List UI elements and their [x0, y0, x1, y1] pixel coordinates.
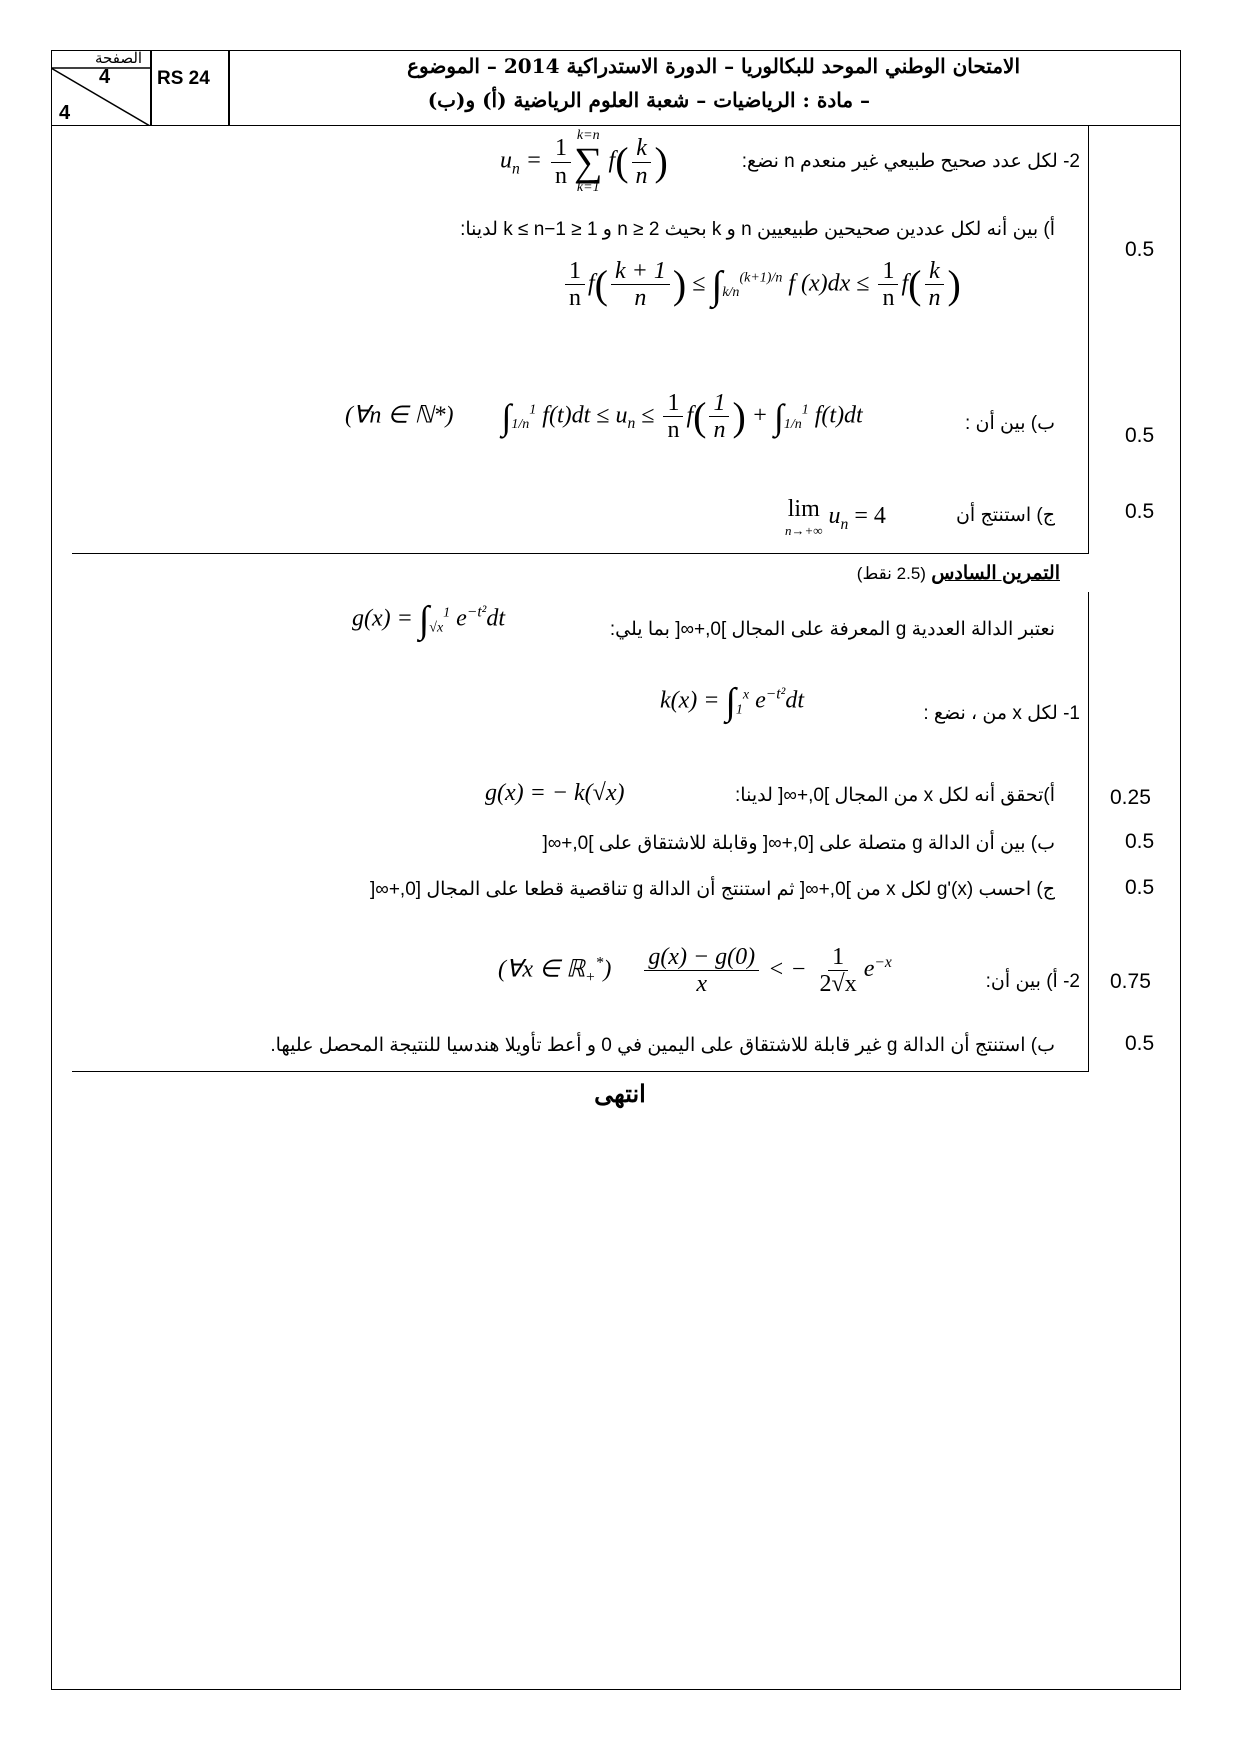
un-bounds-formula: (∀n ∈ ℕ*) $\int_{1/n}^1$ $f(t)dt \le u_n$ ≤ $\frac{1}{n}$ f( $\frac{1}{n}$ ) + $\int_{1/n}^1$ f(t)dt	[345, 390, 863, 444]
ex6-q1c-points: 0.5	[1125, 876, 1155, 899]
end-text: انتهى	[594, 1081, 646, 1108]
ex6-q2b-points: 0.5	[1125, 1032, 1155, 1055]
ex6-q2a-points: 0.75	[1110, 970, 1151, 993]
ex6-title-line	[857, 562, 1060, 585]
page-label: الصفحة	[95, 50, 143, 67]
ex5-q2b-points: 0.5	[1125, 424, 1155, 447]
ex6-title: التمرين السادس	[931, 563, 1060, 584]
ex5-q2b-text: ب) بين أن :	[964, 413, 1055, 434]
ex6-intro: نعتبر الدالة العددية g المعرفة على المجال ]0,+∞[ بما يلي:	[609, 619, 1055, 640]
ex5-q2c-text: ج) استنتج أن	[955, 505, 1055, 526]
ex6-q1-intro: 1- لكل x من ، نضع :	[923, 703, 1080, 724]
header-divider-1	[150, 50, 152, 126]
ex5-q2a-text: أ) بين أنه لكل عددين صحيحين طبيعيين n و k بحيث n ≥ 2 و 1 ≤ k ≤ n−1 لدينا:	[460, 219, 1055, 240]
ex6-q2a-text: 2- أ) بين أن:	[985, 971, 1080, 992]
ex5-q2c-points: 0.5	[1125, 500, 1155, 523]
g-k-relation-formula: g(x) = − k(√x)	[485, 780, 625, 806]
ex6-q1c-text: ج) احسب g'(x) لكل x من ]0,+∞[ ثم استنتج أن الدالة g تناقصية قطعا على المجال [0,+∞[	[370, 879, 1055, 900]
integral-inequality-formula: $\frac{1}{n}$ f( $\frac{k + 1}{n}$ ) ≤ $\int_{k/n}^{(k+1)/n}$ f (x)dx ≤ $\frac{1}{n}$ f( $\frac{k}{n}$ )	[562, 258, 961, 312]
g-definition-formula: $g(x) = \int_{√x}^1$ $e^{-t^2}dt$	[352, 599, 506, 641]
ex6-q1a-text: أ)تحقق أنه لكل x من المجال ]0,+∞[ لدينا:	[735, 785, 1055, 806]
ex6-q1b-text: ب) بين أن الدالة g متصلة على [0,+∞[ وقابلة للاشتقاق على ]0,+∞[	[542, 833, 1055, 854]
limit-formula: lim n→+∞ $u_n = 4$	[785, 496, 886, 538]
g-rate-inequality-formula: (∀x ∈ ℝ$_+$*) $\frac{g(x) - g(0)}{x}$ < − $\frac{1}{2√x}$ $e^{-x}$	[498, 944, 892, 998]
header-title-line2: – مادة : الرياضيات – شعبة العلوم الرياضية (أ) و(ب)	[427, 88, 870, 112]
header-title-line1: الامتحان الوطني الموحد للبكالوريا – الدورة الاستدراكية 2014 – الموضوع	[407, 54, 1020, 78]
k-definition-formula: $k(x) = \int_1^x$ $e^{-t^2}dt$	[660, 681, 804, 723]
page-total: 4	[59, 102, 71, 124]
ex6-q1a-points: 0.25	[1110, 786, 1151, 809]
page-number-box	[51, 50, 150, 126]
un-definition-formula: $u_n$ = $\frac{1}{n}$ k=n ∑ k=1 f( $\frac{k}{n}$ )	[500, 128, 668, 195]
ex6-q2b-text: ب) استنتج أن الدالة g غير قابلة للاشتقاق على اليمين في 0 و أعط تأويلا هندسيا للنتيجة المحصل عليها.	[270, 1035, 1055, 1056]
ex6-q1b-points: 0.5	[1125, 830, 1155, 853]
header-divider-2	[228, 50, 230, 126]
exam-code: RS 24	[157, 68, 210, 89]
page-current: 4	[99, 66, 111, 88]
ex6-points-note: (2.5 نقط)	[856, 564, 926, 583]
ex5-q2a-points: 0.5	[1125, 238, 1155, 261]
ex5-q2-intro: 2- لكل عدد صحيح طبيعي غير منعدم n نضع:	[741, 151, 1080, 172]
